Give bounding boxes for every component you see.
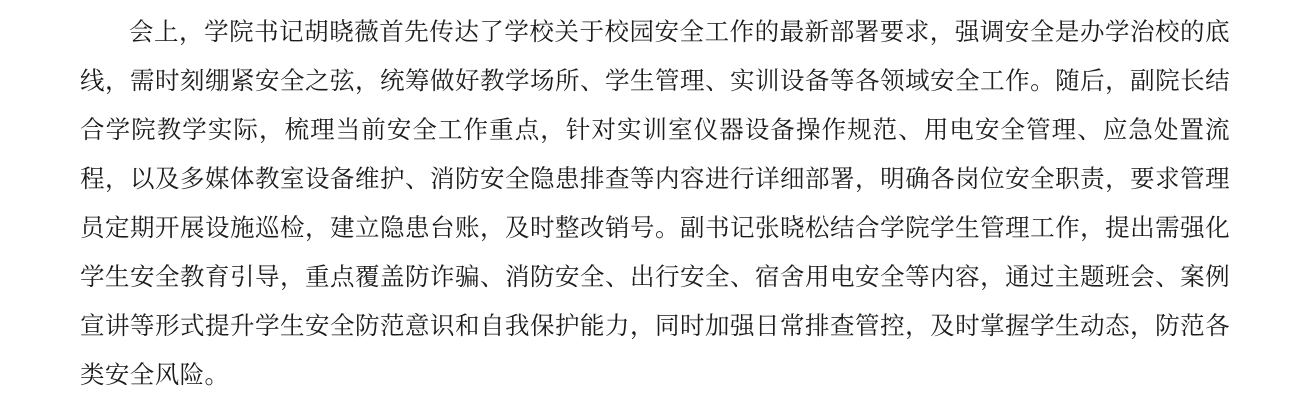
document-body — [80, 8, 1230, 400]
body-paragraph: 会上，学院书记胡晓薇首先传达了学校关于校园安全工作的最新部署要求，强调安全是办学治校的底线，需时刻绷紧安全之弦，统筹做好教学场所、学生管理、实训设备等各领域安全工作。随后，副院长结合学院教学实际，梳理当前安全工作重点，针对实训室仪器设备操作规范、用电安全管理、应急处置流程，以及多媒体教室设备维护、消防安全隐患排查等内容进行详细部署，明确各岗位安全职责，要求管理员定期开展设施巡检，建立隐患台账，及时整改销号。副书记张晓松结合学院学生管理工作，提出需强化学生安全教育引导，重点覆盖防诈骗、消防安全、出行安全、宿舍用电安全等内容，通过主题班会、案例宣讲等形式提升学生安全防范意识和自我保护能力，同时加强日常排查管控，及时掌握学生动态，防范各类安全风险。 — [80, 19, 1230, 389]
